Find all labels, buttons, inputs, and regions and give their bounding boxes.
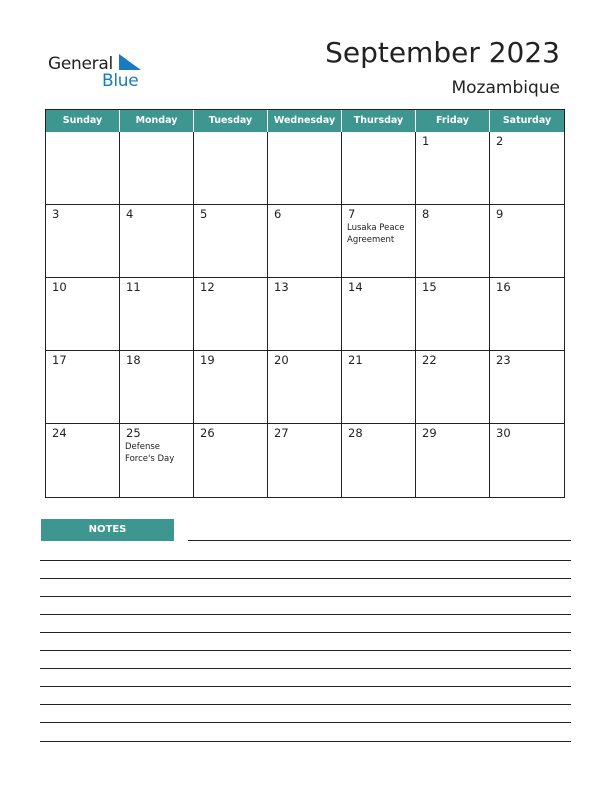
day-cell — [490, 278, 564, 351]
calendar-grid — [45, 109, 565, 498]
day-number: 15 — [422, 280, 437, 294]
day-cell — [46, 278, 120, 351]
day-cell — [490, 351, 564, 424]
day-cell — [268, 278, 342, 351]
day-number: 27 — [274, 426, 289, 440]
day-cell — [194, 205, 268, 278]
day-number: 12 — [200, 280, 215, 294]
day-number: 11 — [126, 280, 141, 294]
day-cell — [416, 278, 490, 351]
notes-line — [40, 704, 571, 705]
day-cell — [120, 278, 194, 351]
weekday-monday: Monday — [120, 110, 194, 132]
notes-line — [40, 578, 571, 579]
weekday-wednesday: Wednesday — [268, 110, 342, 132]
day-number: 14 — [348, 280, 363, 294]
day-number: 7 — [348, 207, 356, 221]
day-cell — [490, 132, 564, 205]
day-number: 21 — [348, 353, 363, 367]
notes-line — [40, 722, 571, 723]
holiday-event: Defense Force's Day — [125, 442, 175, 464]
day-cell — [194, 351, 268, 424]
day-number: 9 — [496, 207, 504, 221]
day-number: 18 — [126, 353, 141, 367]
day-number: 16 — [496, 280, 511, 294]
day-number: 23 — [496, 353, 511, 367]
day-number: 1 — [422, 134, 430, 148]
weekday-header — [46, 110, 564, 132]
day-cell — [268, 424, 342, 497]
day-cell — [416, 132, 490, 205]
day-number: 19 — [200, 353, 215, 367]
day-number: 24 — [52, 426, 67, 440]
day-cell — [490, 424, 564, 497]
day-cell — [416, 351, 490, 424]
day-cell — [120, 132, 194, 205]
day-number: 22 — [422, 353, 437, 367]
notes-line — [40, 668, 571, 669]
day-cell — [268, 132, 342, 205]
notes-line — [40, 650, 571, 651]
logo-flag-icon — [119, 54, 141, 70]
notes-line — [40, 741, 571, 742]
day-number: 4 — [126, 207, 134, 221]
day-cell — [194, 278, 268, 351]
weekday-sunday: Sunday — [46, 110, 120, 132]
day-cell — [46, 351, 120, 424]
day-cell — [46, 132, 120, 205]
weekday-tuesday: Tuesday — [194, 110, 268, 132]
day-cell — [120, 205, 194, 278]
page-title: September 2023 — [325, 36, 560, 69]
day-cell — [268, 351, 342, 424]
day-number: 5 — [200, 207, 208, 221]
day-cell — [416, 424, 490, 497]
day-number: 2 — [496, 134, 504, 148]
notes-label: NOTES — [41, 519, 174, 541]
day-number: 6 — [274, 207, 282, 221]
day-cell — [46, 205, 120, 278]
day-cell — [342, 205, 416, 278]
day-number: 10 — [52, 280, 67, 294]
notes-line — [40, 632, 571, 633]
day-number: 29 — [422, 426, 437, 440]
day-cell — [194, 424, 268, 497]
notes-line — [40, 560, 571, 561]
day-cell — [46, 424, 120, 497]
weekday-thursday: Thursday — [342, 110, 416, 132]
day-number: 20 — [274, 353, 289, 367]
day-cell — [342, 351, 416, 424]
weekday-friday: Friday — [416, 110, 490, 132]
notes-line — [188, 540, 571, 541]
notes-line — [40, 596, 571, 597]
day-number: 3 — [52, 207, 60, 221]
day-cell — [194, 132, 268, 205]
day-number: 30 — [496, 426, 511, 440]
day-cell — [342, 132, 416, 205]
calendar-days — [46, 132, 564, 497]
day-cell — [342, 278, 416, 351]
day-number: 17 — [52, 353, 67, 367]
day-cell — [416, 205, 490, 278]
day-cell — [268, 205, 342, 278]
notes-line — [40, 614, 571, 615]
day-cell — [120, 351, 194, 424]
day-cell — [490, 205, 564, 278]
day-cell — [120, 424, 194, 497]
notes-line — [40, 686, 571, 687]
day-cell — [342, 424, 416, 497]
weekday-saturday: Saturday — [502, 115, 552, 126]
logo-blue-text: Blue — [102, 71, 139, 91]
logo-general-text: General — [48, 54, 113, 74]
country-subtitle: Mozambique — [451, 78, 560, 98]
day-number: 28 — [348, 426, 363, 440]
day-number: 25 — [126, 426, 141, 440]
logo — [48, 52, 148, 92]
day-number: 13 — [274, 280, 289, 294]
day-number: 26 — [200, 426, 215, 440]
holiday-event: Lusaka Peace Agreement — [347, 223, 405, 245]
day-number: 8 — [422, 207, 430, 221]
